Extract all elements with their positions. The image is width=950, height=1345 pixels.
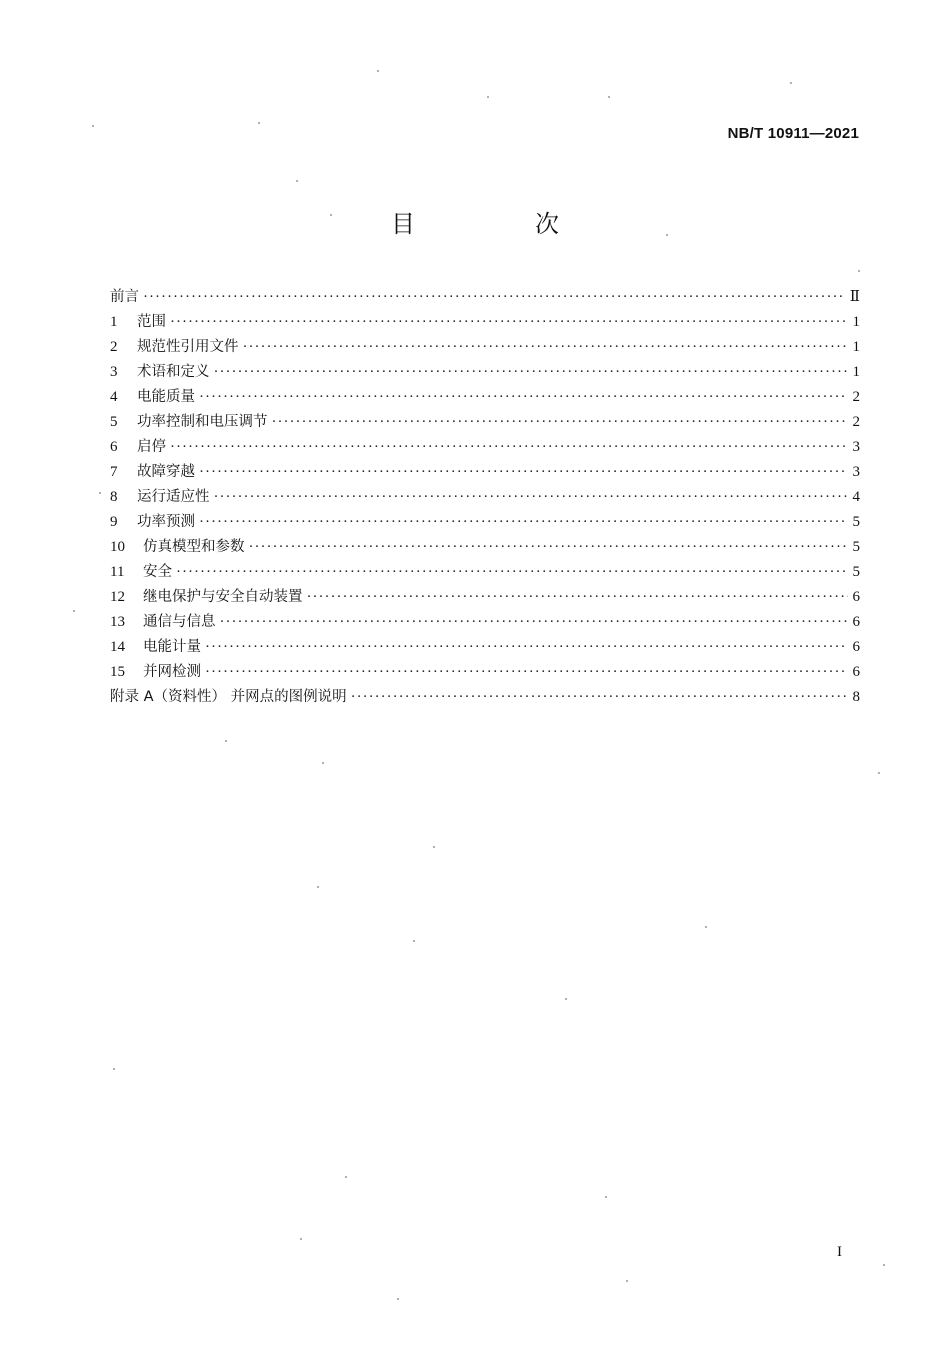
scan-speck — [705, 926, 707, 928]
toc-entry-4[interactable] — [110, 385, 860, 410]
toc-dot-leader — [214, 485, 849, 510]
scan-speck — [345, 1176, 347, 1178]
scan-speck — [565, 998, 567, 1000]
scan-speck — [858, 270, 860, 272]
toc-entry-number: 6 — [110, 439, 118, 455]
page-title: 目 次 — [391, 210, 607, 238]
toc-entry-number: 10 — [110, 539, 125, 555]
toc-dot-leader — [199, 460, 848, 485]
toc-entry-title: 前言 — [110, 289, 139, 305]
page-number: I — [837, 1244, 842, 1260]
toc-entry-page: 6 — [852, 639, 860, 655]
toc-entry-13[interactable] — [110, 610, 860, 635]
toc-entry-9[interactable] — [110, 510, 860, 535]
scan-speck — [258, 122, 260, 124]
scan-speck — [92, 125, 94, 127]
toc-entry-title: 附录 A（资料性） 并网点的图例说明 — [110, 689, 347, 705]
scan-speck — [330, 214, 332, 216]
toc-entry-8[interactable] — [110, 485, 860, 510]
toc-entry-page: 6 — [852, 664, 860, 680]
scan-speck — [608, 96, 610, 98]
toc-dot-leader — [243, 335, 849, 360]
toc-entry-title: 继电保护与安全自动装置 — [143, 589, 303, 605]
scan-speck — [113, 1068, 115, 1070]
toc-entry-page: 1 — [852, 339, 860, 355]
toc-entry-number: 11 — [110, 564, 125, 580]
toc-dot-leader — [176, 560, 848, 585]
toc-dot-leader — [220, 610, 849, 635]
toc-dot-leader — [143, 285, 846, 310]
scan-speck — [296, 180, 298, 182]
toc-entry-title: 启停 — [137, 439, 166, 455]
scan-speck — [487, 96, 489, 98]
toc-entry-number: 1 — [110, 314, 118, 330]
toc-entry-3[interactable] — [110, 360, 860, 385]
toc-dot-leader — [170, 310, 848, 335]
toc-entry-10[interactable] — [110, 535, 860, 560]
toc-entry-page: 2 — [852, 389, 860, 405]
toc-dot-leader — [249, 535, 849, 560]
toc-dot-leader — [205, 660, 848, 685]
toc-entry-page: 3 — [852, 439, 860, 455]
scan-speck — [878, 772, 880, 774]
toc-entry-14[interactable] — [110, 635, 860, 660]
toc-entry-page: 3 — [852, 464, 860, 480]
toc-entry-page: 1 — [852, 314, 860, 330]
scan-speck — [790, 82, 792, 84]
toc-entry-appendix-a[interactable] — [110, 685, 860, 710]
toc-dot-leader — [307, 585, 849, 610]
toc-dot-leader — [272, 410, 849, 435]
toc-entry-number: 8 — [110, 489, 118, 505]
toc-entry-12[interactable] — [110, 585, 860, 610]
toc-dot-leader — [214, 360, 849, 385]
scan-speck — [322, 762, 324, 764]
toc-entry-title: 电能质量 — [137, 389, 195, 405]
toc-entry-number: 15 — [110, 664, 125, 680]
toc-entry-number: 3 — [110, 364, 118, 380]
toc-entry-page: 1 — [852, 364, 860, 380]
scan-speck — [666, 234, 668, 236]
toc-dot-leader — [199, 385, 848, 410]
toc-entry-page: 8 — [852, 689, 860, 705]
toc-entry-title: 规范性引用文件 — [137, 339, 239, 355]
toc-entry-number: 2 — [110, 339, 118, 355]
toc-entry-11[interactable] — [110, 560, 860, 585]
toc-entry-number: 9 — [110, 514, 118, 530]
toc-entry-number: 7 — [110, 464, 118, 480]
toc-dot-leader — [205, 635, 848, 660]
toc-entry-title: 并网检测 — [143, 664, 201, 680]
scan-speck — [397, 1298, 399, 1300]
scan-speck — [413, 940, 415, 942]
toc-entry-title: 故障穿越 — [137, 464, 195, 480]
toc-dot-leader — [170, 435, 848, 460]
toc-entry-page: 6 — [852, 614, 860, 630]
toc-entry-page: Ⅱ — [849, 289, 860, 305]
toc-entry-7[interactable] — [110, 460, 860, 485]
toc-entry-2[interactable] — [110, 335, 860, 360]
toc-entry-page: 5 — [852, 514, 860, 530]
scan-speck — [300, 1238, 302, 1240]
toc-entry-number: 4 — [110, 389, 118, 405]
toc-entry-page: 5 — [852, 564, 860, 580]
toc-entry-foreword[interactable] — [110, 285, 860, 310]
scan-speck — [73, 610, 75, 612]
scan-speck — [99, 492, 101, 494]
toc-entry-page: 2 — [852, 414, 860, 430]
scan-speck — [225, 740, 227, 742]
toc-entry-title: 仿真模型和参数 — [143, 539, 245, 555]
scan-speck — [605, 1196, 607, 1198]
toc-entry-title: 运行适应性 — [137, 489, 210, 505]
toc-entry-title: 术语和定义 — [137, 364, 210, 380]
toc-entry-title: 范围 — [137, 314, 166, 330]
toc-entry-title: 功率预测 — [137, 514, 195, 530]
toc-dot-leader — [351, 685, 848, 710]
toc-entry-title: 通信与信息 — [143, 614, 216, 630]
toc-entry-page: 6 — [852, 589, 860, 605]
toc-entry-15[interactable] — [110, 660, 860, 685]
toc-entry-title: 功率控制和电压调节 — [137, 414, 268, 430]
toc-entry-number: 13 — [110, 614, 125, 630]
scan-speck — [317, 886, 319, 888]
toc-entry-1[interactable] — [110, 310, 860, 335]
toc-entry-page: 5 — [852, 539, 860, 555]
scan-speck — [433, 846, 435, 848]
table-of-contents — [110, 285, 860, 710]
toc-entry-title: 电能计量 — [143, 639, 201, 655]
standard-code: NB/T 10911—2021 — [727, 125, 859, 142]
toc-dot-leader — [199, 510, 848, 535]
toc-entry-title: 安全 — [143, 564, 172, 580]
toc-entry-page: 4 — [852, 489, 860, 505]
scan-speck — [883, 1264, 885, 1266]
toc-entry-number: 12 — [110, 589, 125, 605]
toc-entry-5[interactable] — [110, 410, 860, 435]
toc-entry-number: 14 — [110, 639, 125, 655]
scan-speck — [626, 1280, 628, 1282]
toc-entry-6[interactable] — [110, 435, 860, 460]
scan-speck — [377, 70, 379, 72]
toc-entry-number: 5 — [110, 414, 118, 430]
